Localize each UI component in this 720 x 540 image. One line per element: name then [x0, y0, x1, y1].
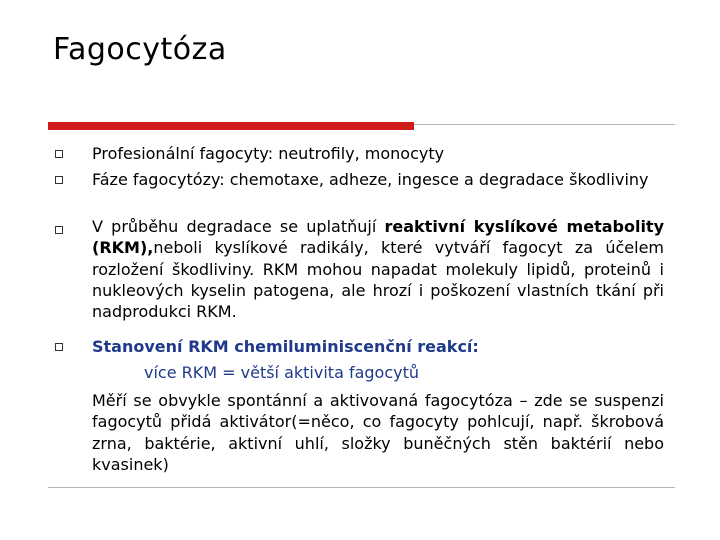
bullet-square [55, 176, 63, 184]
closing-paragraph: Měří se obvykle spontánní a aktivovaná fagocytóza – zde se suspenzi fagocytů přidá aktivátor(=něco, co fagocyty pohlcují, např. škrobová zrna, baktérie, aktivní uhlí, složky buněčných stěn baktérií nebo kvasinek) [92, 391, 664, 474]
bullet-square [55, 343, 63, 351]
page-title: Fagocytóza [53, 32, 227, 67]
bullet-item-2: Fáze fagocytózy: chemotaxe, adheze, ingesce a degradace škodliviny [92, 170, 649, 189]
bullet-item-3-bold: reaktivní kyslíkové metabolity (RKM), [92, 217, 665, 258]
bullet-item-3-lead: V průběhu degradace se uplatňují [92, 217, 385, 236]
sub-line: více RKM = větší aktivita fagocytů [144, 363, 420, 382]
bullet-item-4-heading: Stanovení RKM chemiluminiscenční reakcí: [92, 337, 479, 356]
bullet-square [55, 150, 63, 158]
title-accent-bar [48, 122, 414, 130]
bullet-square [55, 226, 63, 234]
divider-bottom [48, 487, 675, 488]
bullet-item-3 [92, 216, 664, 322]
bullet-item-3-rest: neboli kyslíkové radikály, které vytváří fagocyt za účelem rozložení škodliviny. RKM mohou napadat molekuly lipidů, proteinů i nukleových kyselin patogena, ale hrozí i poškození vlastních tkání při nadprodukci RKM. [92, 238, 664, 322]
bullet-item-1: Profesionální fagocyty: neutrofily, monocyty [92, 144, 445, 163]
